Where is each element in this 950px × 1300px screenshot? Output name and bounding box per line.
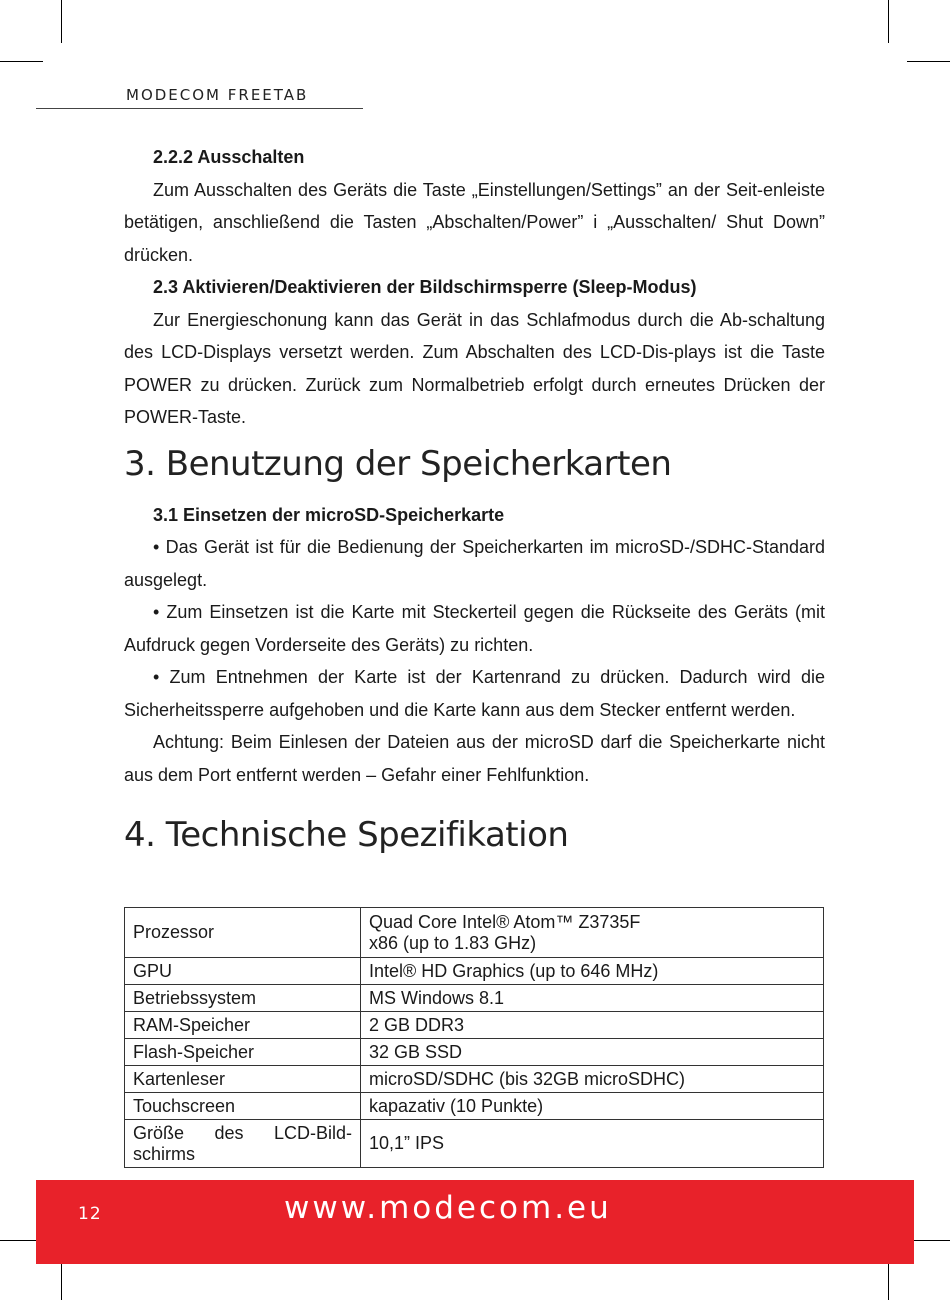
table-row xyxy=(125,1093,824,1120)
spec-value: kapazativ (10 Punkte) xyxy=(361,1093,824,1120)
table-row xyxy=(125,1012,824,1039)
section-3-1-bullet-2: • Zum Einsetzen ist die Karte mit Steckerteil gegen die Rückseite des Geräts (mit Aufdruck gegen Vorderseite des Geräts) zu richten. xyxy=(124,602,825,655)
spec-key-line: schirms xyxy=(133,1143,195,1164)
spec-key: Betriebssystem xyxy=(125,985,361,1012)
spec-key: RAM-Speicher xyxy=(125,1012,361,1039)
crop-mark xyxy=(0,61,43,62)
spec-key: Kartenleser xyxy=(125,1066,361,1093)
spec-value: 10,1” IPS xyxy=(361,1120,824,1168)
footer-bar xyxy=(36,1180,914,1264)
spec-value: microSD/SDHC (bis 32GB microSDHC) xyxy=(361,1066,824,1093)
crop-mark xyxy=(888,1258,889,1300)
spec-value-line: x86 (up to 1.83 GHz) xyxy=(369,932,537,953)
section-2-2-2-title: 2.2.2 Ausschalten xyxy=(153,147,305,167)
footer-url: www.modecom.eu xyxy=(284,1190,612,1226)
running-header xyxy=(36,86,363,109)
table-row xyxy=(125,958,824,985)
table-row xyxy=(125,985,824,1012)
section-3-1-bullet-1: • Das Gerät ist für die Bedienung der Speicherkarten im microSD-/SDHC-Standard ausgelegt. xyxy=(124,537,825,590)
section-3-1-bullet-3: • Zum Entnehmen der Karte ist der Kartenrand zu drücken. Dadurch wird die Sicherheitssperre aufgehoben und die Karte kann aus dem Stecker entfernt werden. xyxy=(124,667,825,720)
table-row xyxy=(125,1120,824,1168)
section-2-3-text: Zur Energieschonung kann das Gerät in das Schlafmodus durch die Ab-schaltung des LCD-Displays versetzt werden. Zum Abschalten des LCD-Dis-plays ist die Taste POWER zu drücken. Zurück zum Normalbetrieb erfolgt durch erneutes Drücken der POWER-Taste. xyxy=(124,309,825,427)
spec-key-line: Größe des LCD-Bild- xyxy=(133,1122,352,1143)
section-3-1-title: 3.1 Einsetzen der microSD-Speicherkarte xyxy=(153,504,505,525)
chapter-3-heading: 3. Benutzung der Speicherkarten xyxy=(124,443,672,484)
spec-value: Intel® HD Graphics (up to 646 MHz) xyxy=(361,958,824,985)
page-content xyxy=(124,141,825,857)
spec-key xyxy=(125,1120,361,1168)
crop-mark xyxy=(907,61,950,62)
crop-mark xyxy=(61,0,62,43)
page-number: 12 xyxy=(78,1204,102,1224)
spec-value: 32 GB SSD xyxy=(361,1039,824,1066)
spec-table xyxy=(124,907,824,1168)
spec-value-line: Quad Core Intel® Atom™ Z3735F xyxy=(369,911,641,932)
spec-value xyxy=(361,908,824,958)
section-2-2-2-text: Zum Ausschalten des Geräts die Taste „Einstellungen/Settings” an der Seit-enleiste betätigen, anschließend die Tasten „Abschalten/Power” i „Ausschalten/ Shut Down” drücken. xyxy=(124,179,825,265)
table-row xyxy=(125,1066,824,1093)
spec-value: MS Windows 8.1 xyxy=(361,985,824,1012)
crop-mark xyxy=(61,1258,62,1300)
spec-key: Flash-Speicher xyxy=(125,1039,361,1066)
crop-mark xyxy=(888,0,889,43)
chapter-4-heading: 4. Technische Spezifikation xyxy=(124,815,569,855)
spec-value: 2 GB DDR3 xyxy=(361,1012,824,1039)
spec-key: GPU xyxy=(125,958,361,985)
spec-key: Prozessor xyxy=(125,908,361,958)
header-title: MODECOM FREETAB xyxy=(126,86,309,104)
section-2-3-title: 2.3 Aktivieren/Deaktivieren der Bildschirmsperre (Sleep-Modus) xyxy=(153,277,697,297)
section-3-1-note: Achtung: Beim Einlesen der Dateien aus der microSD darf die Speicherkarte nicht aus dem Port entfernt werden – Gefahr einer Fehlfunktion. xyxy=(124,732,825,785)
table-row xyxy=(125,908,824,958)
spec-key: Touchscreen xyxy=(125,1093,361,1120)
table-row xyxy=(125,1039,824,1066)
